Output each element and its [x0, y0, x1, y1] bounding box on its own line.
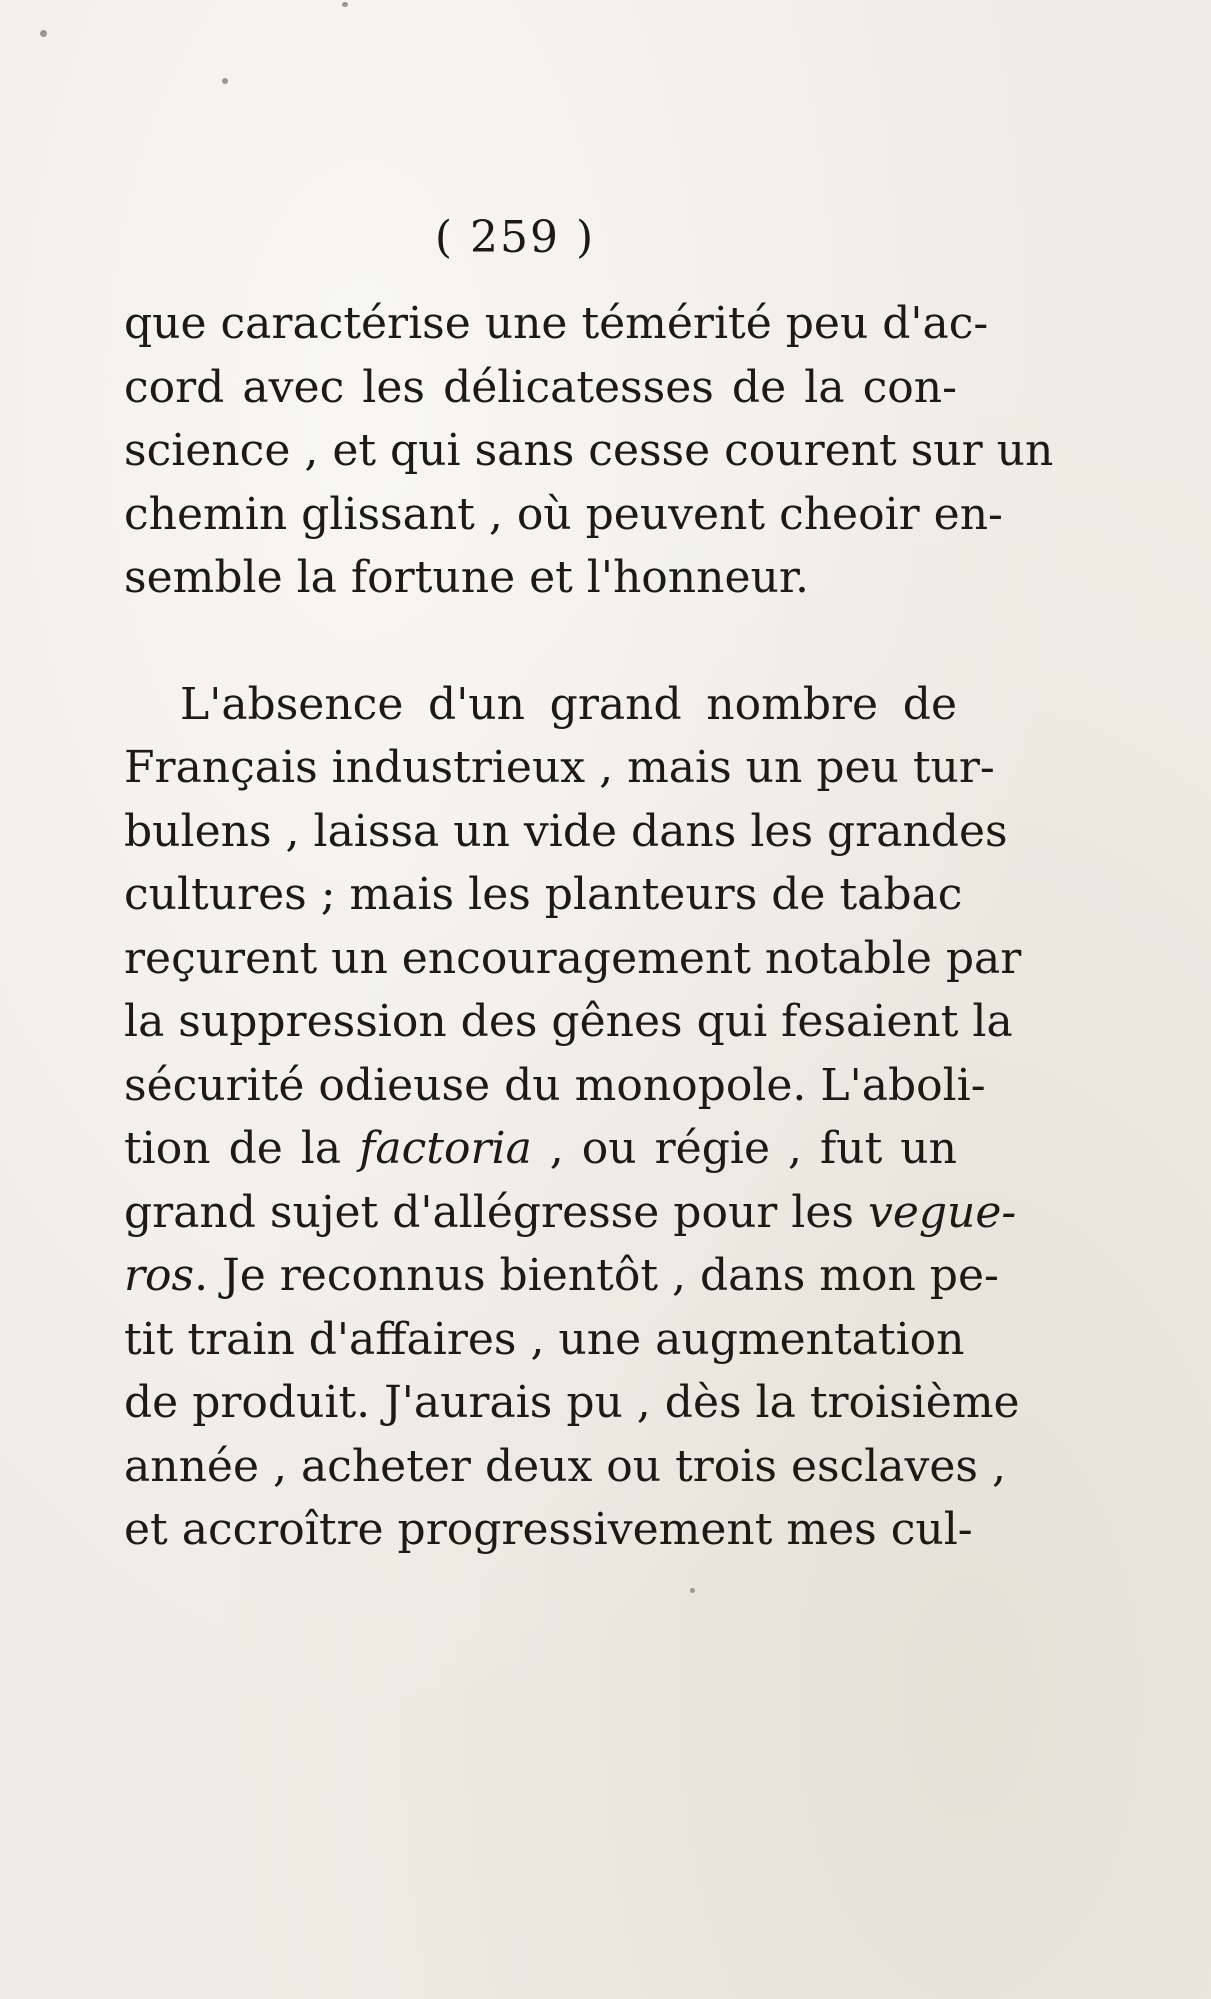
page-number: ( 259 ) — [434, 212, 596, 263]
text-line: cord avec les délicatesses de la con- — [124, 361, 957, 413]
text-line: cultures ; mais les planteurs de tabac — [124, 869, 963, 920]
paragraph-gap — [124, 610, 957, 673]
text-line: chemin glissant , où peuvent cheoir en- — [124, 488, 1003, 540]
italic-term: vegue- — [867, 1186, 1017, 1238]
body-text — [124, 292, 1054, 1562]
text-line: Français industrieux , mais un peu tur- — [124, 742, 995, 793]
text-line: tit train d'affaires , une augmentation — [124, 1313, 965, 1365]
text-line: la suppression des gênes qui fesaient la — [124, 996, 1013, 1047]
text-run: grand sujet d'allégresse pour les — [124, 1186, 868, 1238]
italic-term: factoria — [359, 1123, 532, 1174]
text-run: , ou régie , fut un — [531, 1123, 957, 1174]
paper-speck — [222, 78, 228, 84]
text-line: que caractérise une témérité peu d'ac- — [124, 298, 989, 349]
text-line: année , acheter deux ou trois esclaves , — [124, 1440, 1006, 1492]
text-run: tion de la — [124, 1123, 360, 1174]
text-line: bulens , laissa un vide dans les grandes — [124, 805, 1008, 857]
text-line: L'absence d'un grand nombre de — [180, 678, 957, 730]
text-line — [124, 1244, 999, 1308]
text-line: reçurent un encouragement notable par — [124, 932, 1022, 984]
text-line: semble la fortune et l'honneur. — [124, 552, 810, 603]
text-run: . Je reconnus bientôt , dans mon pe- — [194, 1250, 999, 1301]
text-line: de produit. J'aurais pu , dès la troisième — [124, 1377, 1020, 1428]
text-line — [124, 1117, 957, 1181]
italic-term: ros — [124, 1250, 195, 1301]
paragraph-2 — [124, 673, 1022, 1562]
paragraph-1 — [124, 292, 1054, 610]
text-line: sécurité odieuse du monopole. L'aboli- — [124, 1059, 986, 1111]
text-line: science , et qui sans cesse courent sur un — [124, 425, 1054, 476]
paper-speck — [690, 1588, 695, 1593]
paper-speck — [342, 2, 348, 7]
paper-speck — [40, 30, 47, 37]
text-line — [124, 1181, 1017, 1245]
text-line: et accroître progressivement mes cul- — [124, 1504, 973, 1555]
